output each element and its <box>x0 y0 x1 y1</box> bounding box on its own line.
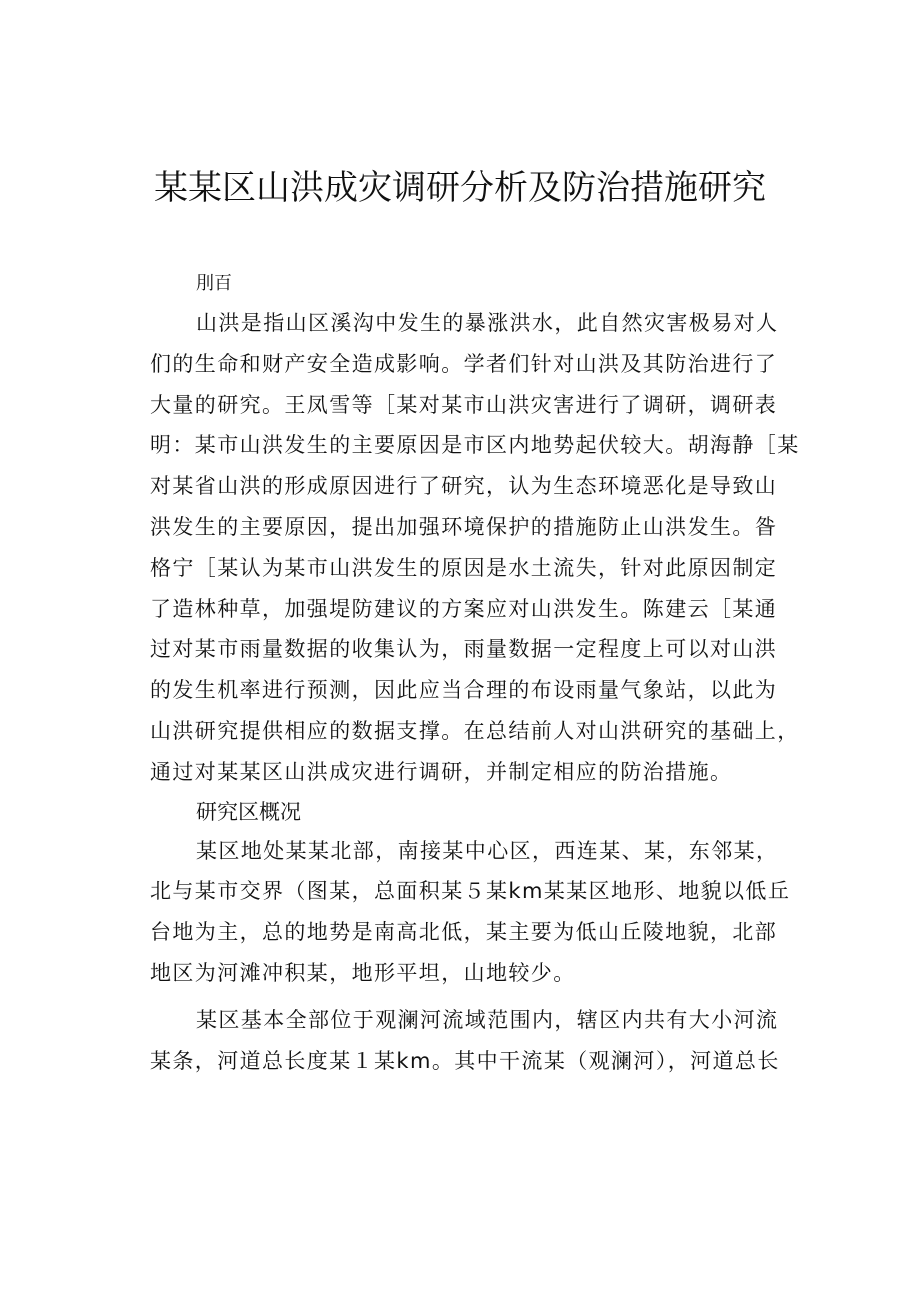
text-line: 某条，河道总长度某１某km。其中干流某（观澜河），河道总长 <box>150 1048 780 1073</box>
text-line: 北与某市交界（图某，总面积某５某km某某区地形、地貌以低丘 <box>150 879 791 904</box>
text-line: 明：某市山洪发生的主要原因是市区内地势起伏较大。胡海静［某 <box>150 433 800 458</box>
text-line: 某区地处某某北部，南接某中心区，西连某、某，东邻某， <box>196 838 779 863</box>
text-line: 地区为河滩冲积某，地形平坦，山地较少。 <box>150 960 576 985</box>
paragraph-preface <box>150 303 810 793</box>
section-heading-study-area: 研究区概况 <box>196 799 301 824</box>
text-line: 山洪是指山区溪沟中发生的暴涨洪水，此自然灾害极易对人 <box>196 311 779 335</box>
text-line: 格宁［某认为某市山洪发生的原因是水土流失，针对此原因制定 <box>150 555 778 580</box>
text-line: 们的生命和财产安全造成影响。学者们针对山洪及其防治进行了 <box>150 351 778 376</box>
section-heading-preface: 刖百 <box>196 273 232 294</box>
document-title: 某某区山洪成灾调研分析及防治措施研究 <box>154 168 766 208</box>
text-line: 大量的研究。王凤雪等［某对某市山洪灾害进行了调研，调研表 <box>150 392 778 417</box>
text-line: 山洪研究提供相应的数据支撑。在总结前人对山洪研究的基础上， <box>150 718 800 743</box>
text-line: 对某省山洪的形成原因进行了研究，认为生态环境恶化是导致山 <box>150 474 778 499</box>
text-line: 通过对某某区山洪成灾进行调研，并制定相应的防治措施。 <box>150 759 733 784</box>
text-line: 过对某市雨量数据的收集认为，雨量数据一定程度上可以对山洪 <box>150 637 778 662</box>
text-line: 台地为主，总的地势是南高北低，某主要为低山丘陵地貌，北部 <box>150 920 778 945</box>
paragraph-study-area-1 <box>150 831 810 994</box>
text-line: 了造林种草，加强堤防建议的方案应对山洪发生。陈建云［某通 <box>150 596 778 621</box>
text-line: 洪发生的主要原因，提出加强环境保护的措施防止山洪发生。昝 <box>150 514 778 539</box>
text-line: 的发生机率进行预测，因此应当合理的布设雨量气象站，以此为 <box>150 678 778 703</box>
text-line: 某区基本全部位于观澜河流域范围内，辖区内共有大小河流 <box>196 1007 779 1032</box>
paragraph-study-area-2 <box>150 1000 810 1082</box>
document-body <box>150 265 810 1081</box>
